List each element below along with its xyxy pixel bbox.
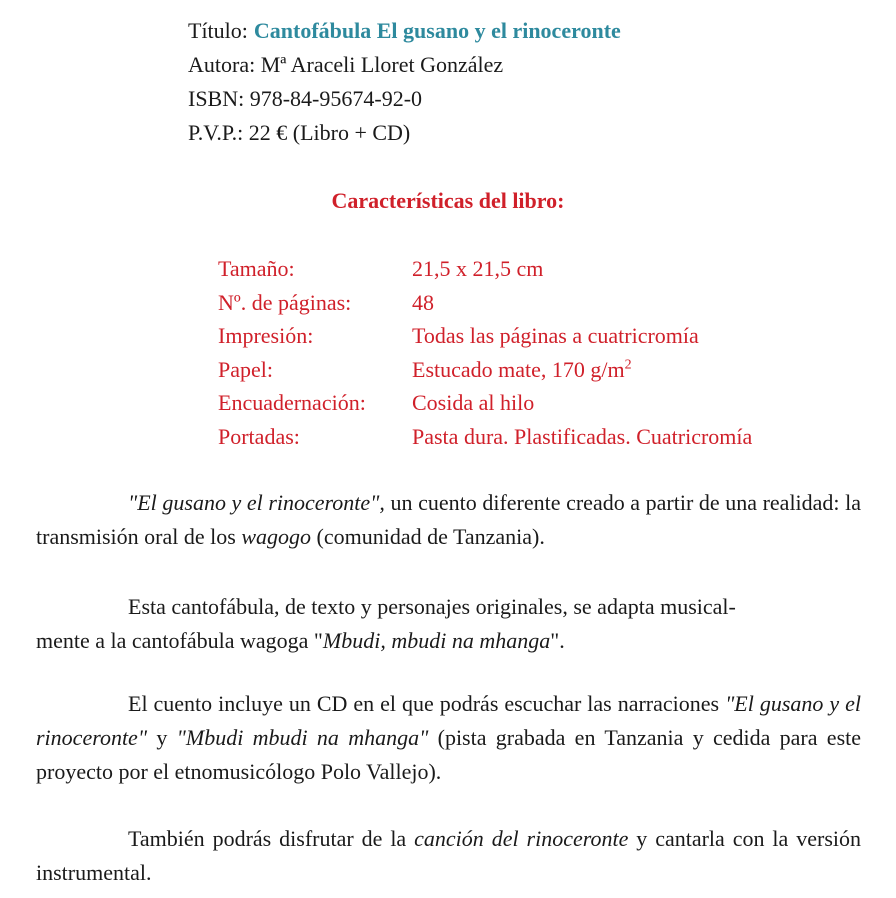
story-title-italic: "El gusano y el rinoceronte" — [36, 691, 861, 750]
spec-label: Tamaño: — [218, 256, 295, 281]
spec-value: Pasta dura. Plastificadas. Cuatricromía — [412, 423, 753, 449]
features-table — [218, 252, 752, 453]
mbudi-title-italic: Mbudi, mbudi na mhanga — [322, 628, 551, 653]
spec-row — [218, 319, 752, 353]
book-title: Cantofábula El gusano y el rinoceronte — [253, 18, 621, 43]
spec-label: Impresión: — [218, 323, 314, 348]
spec-label: Encuadernación: — [218, 390, 366, 415]
title-label: Título: — [188, 18, 248, 43]
spec-value-paper — [412, 353, 632, 387]
paragraph-text: (pista grabada en Tanzania y cedida para este proyecto por el etnomusicólogo Polo Vallejo). — [36, 725, 862, 784]
paragraph-text: El cuento incluye un CD en el que podrás escuchar las narraciones — [128, 691, 726, 716]
spec-row — [218, 386, 752, 420]
spec-value: 21,5 x 21,5 cm — [412, 256, 544, 281]
paragraph-text: ". — [550, 628, 565, 653]
paragraph-song — [36, 822, 861, 890]
isbn-line: ISBN: 978-84-95674-92-0 — [188, 86, 423, 111]
spec-value: 48 — [412, 289, 434, 315]
paragraph-text: mente a la cantofábula wagoga " — [36, 628, 323, 653]
author-line: Autora: Mª Araceli Lloret González — [188, 52, 504, 77]
paragraph-intro — [36, 486, 861, 554]
paper-value-text: Estucado mate, 170 g/m — [412, 356, 625, 382]
title-row — [188, 14, 621, 48]
spec-value: Cosida al hilo — [412, 390, 535, 415]
spec-value: Todas las páginas a cuatricromía — [412, 323, 699, 348]
paragraph-adaptation — [36, 590, 861, 658]
paragraph-text: y cantarla con la versión instrumental. — [36, 826, 862, 885]
spec-row — [218, 420, 752, 454]
paragraph-cd — [36, 687, 861, 789]
wagogo-italic: wagogo — [241, 524, 311, 549]
spec-row — [218, 353, 752, 387]
price-line: P.V.P.: 22 € (Libro + CD) — [188, 120, 411, 145]
spec-row — [218, 252, 752, 286]
superscript-two: 2 — [624, 357, 632, 373]
paragraph-line — [36, 590, 861, 624]
song-title-italic: canción del rinoceronte — [414, 826, 629, 851]
spec-row — [218, 286, 752, 320]
spec-label: Papel: — [218, 356, 273, 382]
paragraph-text: y — [147, 725, 177, 750]
spec-label: Nº. de páginas: — [218, 289, 352, 315]
paragraph-text: También podrás disfrutar de la — [128, 826, 415, 851]
spec-label: Portadas: — [218, 423, 300, 449]
paragraph-text: un cuento diferente creado a partir de una realidad: la transmisión oral de los — [36, 490, 862, 549]
story-title-italic: "El gusano y el rinoceronte", — [128, 490, 385, 515]
mbudi-title-italic: "Mbudi mbudi na mhanga" — [176, 725, 429, 750]
paragraph-text: Esta cantofábula, de texto y personajes originales, se adapta musical- — [128, 594, 736, 619]
features-heading: Características del libro: — [331, 188, 565, 213]
book-metadata — [188, 14, 621, 150]
paragraph-text: (comunidad de Tanzania). — [311, 524, 545, 549]
